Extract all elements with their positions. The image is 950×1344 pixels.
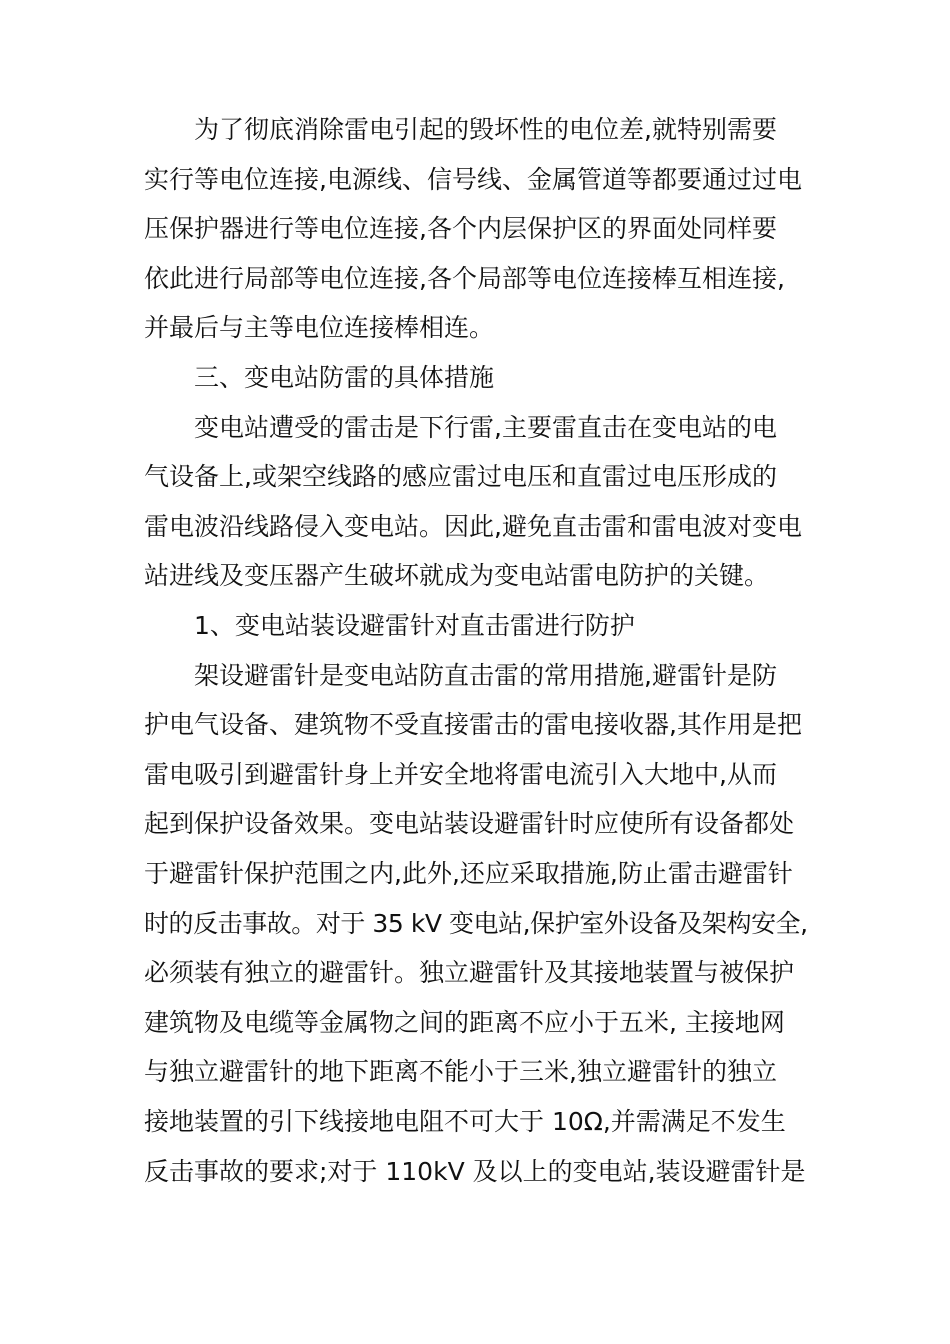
text-line: 反击事故的要求;对于 110kV 及以上的变电站,装设避雷针是	[144, 1157, 806, 1186]
text-line: 与独立避雷针的地下距离不能小于三米,独立避雷针的独立	[144, 1057, 777, 1086]
text-line: 时的反击事故。对于 35 kV 变电站,保护室外设备及架构安全,	[144, 909, 808, 938]
text-line: 并最后与主等电位连接棒相连。	[144, 313, 495, 342]
text-line: 雷电波沿线路侵入变电站。因此,避免直击雷和雷电波对变电	[144, 512, 802, 541]
text-line: 依此进行局部等电位连接,各个局部等电位连接棒互相连接,	[144, 264, 785, 293]
text-line: 站进线及变压器产生破坏就成为变电站雷电防护的关键。	[144, 561, 770, 590]
text-line: 必须装有独立的避雷针。独立避雷针及其接地装置与被保护	[144, 958, 795, 987]
text-line: 为了彻底消除雷电引起的毁坏性的电位差,就特别需要	[194, 115, 777, 144]
text-line: 雷电吸引到避雷针身上并安全地将雷电流引入大地中,从而	[144, 760, 777, 789]
text-line: 变电站遭受的雷击是下行雷,主要雷直击在变电站的电	[194, 413, 777, 442]
text-line: 实行等电位连接,电源线、信号线、金属管道等都要通过过电	[144, 165, 802, 194]
text-line: 起到保护设备效果。变电站装设避雷针时应使所有设备都处	[144, 809, 795, 838]
text-line: 接地装置的引下线接地电阻不可大于 10Ω,并需满足不发生	[144, 1107, 786, 1136]
text-line: 建筑物及电缆等金属物之间的距离不应小于五米, 主接地网	[144, 1008, 785, 1037]
text-line: 于避雷针保护范围之内,此外,还应采取措施,防止雷击避雷针	[144, 859, 793, 888]
text-line: 压保护器进行等电位连接,各个内层保护区的界面处同样要	[144, 214, 777, 243]
subsection-heading: 1、变电站装设避雷针对直击雷进行防护	[194, 611, 635, 640]
section-heading: 三、变电站防雷的具体措施	[194, 363, 495, 392]
text-line: 护电气设备、建筑物不受直接雷击的雷电接收器,其作用是把	[144, 710, 802, 739]
text-line: 气设备上,或架空线路的感应雷过电压和直雷过电压形成的	[144, 462, 777, 491]
text-line: 架设避雷针是变电站防直击雷的常用措施,避雷针是防	[194, 661, 777, 690]
